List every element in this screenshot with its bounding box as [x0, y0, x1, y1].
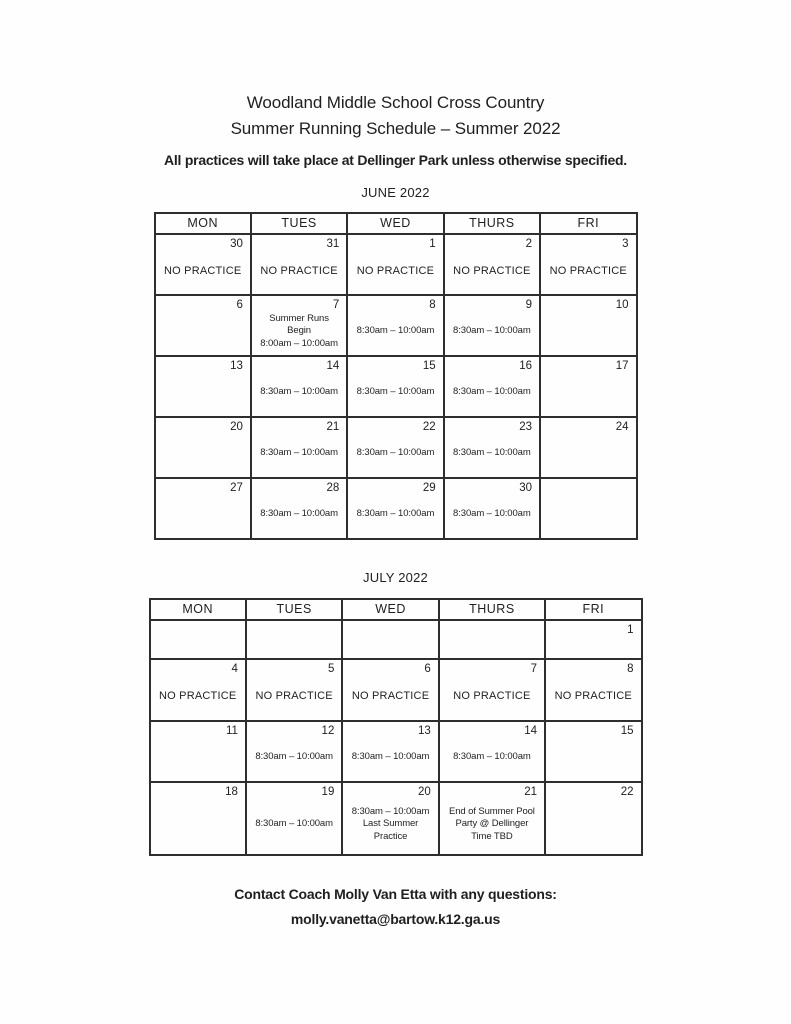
cell-text: 8:00am – 10:00am	[260, 337, 338, 349]
cell-date	[350, 623, 430, 637]
calendar-cell	[444, 356, 540, 417]
cell-date: 17	[615, 360, 629, 372]
calendar-day-header: MON	[155, 213, 251, 234]
calendar-cell	[540, 234, 636, 295]
cell-date: 10	[615, 299, 629, 311]
cell-date: 31	[326, 238, 340, 250]
cell-text: 8:30am – 10:00am	[255, 751, 333, 763]
cell-date: 21	[326, 421, 340, 433]
calendar-cell	[545, 782, 641, 855]
cell-date: 27	[230, 482, 243, 494]
calendar-week-row	[155, 295, 637, 356]
cell-lines	[553, 738, 633, 777]
calendar-cell	[540, 356, 636, 417]
cell-text: NO PRACTICE	[164, 264, 242, 277]
calendar-day-header: WED	[342, 599, 438, 620]
july-calendar-title: JULY 2022	[363, 570, 428, 585]
cell-lines	[350, 676, 430, 716]
calendar-cell	[150, 721, 246, 782]
cell-date: 22	[620, 786, 634, 798]
calendar-week-row	[155, 356, 637, 417]
calendar-day-header: THURS	[444, 213, 540, 234]
calendar-cell	[150, 659, 246, 721]
calendar-cell	[439, 659, 545, 721]
cell-lines	[452, 251, 532, 290]
june-calendar-title: JUNE 2022	[361, 185, 430, 200]
calendar-cell	[251, 478, 347, 539]
cell-lines	[163, 251, 243, 290]
calendar-cell	[342, 620, 438, 659]
cell-date: 1	[627, 624, 634, 636]
cell-date	[548, 481, 628, 495]
cell-text: NO PRACTICE	[554, 690, 632, 702]
cell-date: 29	[422, 482, 436, 494]
calendar-cell	[540, 478, 636, 539]
cell-lines	[447, 799, 537, 850]
cell-lines	[447, 637, 537, 654]
cell-text: Time TBD	[471, 830, 513, 842]
cell-text: 8:30am – 10:00am	[255, 818, 333, 830]
cell-lines	[355, 373, 435, 412]
cell-date: 20	[230, 421, 243, 433]
cell-date: 7	[332, 299, 340, 311]
calendar-cell	[246, 620, 342, 659]
cell-lines	[355, 312, 435, 351]
cell-lines	[158, 799, 238, 850]
calendar-cell	[540, 295, 636, 356]
cell-lines	[548, 312, 628, 351]
cell-text: 8:30am – 10:00am	[260, 508, 338, 520]
cell-date: 6	[236, 299, 243, 311]
calendar-cell	[150, 620, 246, 659]
calendar-day-header: WED	[347, 213, 443, 234]
cell-text: 8:30am – 10:00am	[351, 751, 430, 763]
cell-date	[254, 623, 334, 637]
calendar-cell	[155, 295, 251, 356]
cell-lines	[355, 434, 435, 473]
calendar-cell	[347, 234, 443, 295]
cell-lines	[447, 738, 537, 777]
cell-date: 30	[519, 482, 533, 494]
calendar-cell	[439, 620, 545, 659]
cell-text: Last Summer	[362, 818, 419, 830]
cell-text: 8:30am – 10:00am	[453, 447, 531, 459]
cell-text: End of Summer Pool	[448, 805, 535, 817]
cell-text: Party @ Dellinger	[455, 818, 529, 830]
cell-date: 8	[627, 663, 634, 675]
calendar-cell	[347, 295, 443, 356]
cell-lines	[259, 373, 339, 412]
cell-date: 30	[230, 238, 243, 250]
cell-text: 8:30am – 10:00am	[356, 325, 435, 337]
calendar-cell	[246, 659, 342, 721]
cell-date: 6	[424, 663, 431, 675]
calendar-cell	[342, 721, 438, 782]
cell-text: NO PRACTICE	[453, 264, 531, 277]
calendar-cell	[444, 417, 540, 478]
calendar-day-header: TUES	[251, 213, 347, 234]
calendar-cell	[342, 659, 438, 721]
cell-text: NO PRACTICE	[453, 690, 531, 702]
cell-date: 20	[417, 786, 431, 798]
doc-title	[0, 90, 791, 142]
cell-date: 13	[417, 725, 431, 737]
calendar-week-row	[150, 620, 642, 659]
cell-lines	[452, 312, 532, 351]
calendar-cell	[444, 478, 540, 539]
contact-info	[0, 882, 791, 932]
calendar-week-row	[155, 234, 637, 295]
cell-lines	[548, 495, 628, 534]
cell-lines	[350, 637, 430, 654]
cell-lines	[447, 676, 537, 716]
cell-lines	[163, 373, 243, 412]
cell-text: NO PRACTICE	[159, 690, 237, 702]
cell-text: NO PRACTICE	[260, 264, 338, 277]
cell-lines	[254, 799, 334, 850]
cell-lines	[452, 434, 532, 473]
calendar-week-row	[150, 782, 642, 855]
calendar-cell	[251, 234, 347, 295]
cell-date: 7	[530, 663, 538, 675]
cell-lines	[163, 495, 243, 534]
calendar-cell	[545, 620, 641, 659]
calendar-cell	[246, 782, 342, 855]
cell-lines	[254, 676, 334, 716]
cell-date: 3	[622, 238, 629, 250]
cell-lines	[350, 799, 430, 850]
cell-text: 8:30am – 10:00am	[356, 508, 435, 520]
cell-date: 2	[525, 238, 533, 250]
cell-date: 4	[231, 663, 238, 675]
cell-date: 5	[327, 663, 335, 675]
calendar-week-row	[150, 659, 642, 721]
contact-line: Contact Coach Molly Van Etta with any questions:	[234, 886, 557, 902]
calendar-cell	[444, 295, 540, 356]
calendar-cell	[347, 417, 443, 478]
cell-lines	[553, 676, 633, 716]
cell-date: 15	[422, 360, 436, 372]
doc-title-line1: Woodland Middle School Cross Country	[246, 93, 545, 112]
cell-text: 8:30am – 10:00am	[356, 386, 435, 398]
contact-email: molly.vanetta@bartow.k12.ga.us	[290, 911, 501, 927]
cell-date	[447, 623, 537, 637]
calendar-cell	[246, 721, 342, 782]
cell-date: 14	[524, 725, 538, 737]
cell-lines	[163, 434, 243, 473]
calendar-cell	[251, 295, 347, 356]
cell-lines	[158, 637, 238, 654]
calendar-cell	[251, 356, 347, 417]
cell-lines	[553, 637, 633, 654]
cell-date: 9	[525, 299, 533, 311]
cell-lines	[259, 312, 339, 351]
cell-lines	[158, 676, 238, 716]
cell-text: NO PRACTICE	[351, 690, 430, 702]
cell-text: Practice	[373, 830, 408, 842]
cell-date: 1	[429, 238, 436, 250]
cell-lines	[259, 251, 339, 290]
cell-text: NO PRACTICE	[549, 264, 627, 277]
cell-date: 21	[524, 786, 538, 798]
cell-lines	[452, 495, 532, 534]
cell-lines	[158, 738, 238, 777]
calendar-cell	[545, 721, 641, 782]
cell-lines	[350, 738, 430, 777]
cell-text: NO PRACTICE	[255, 690, 333, 702]
calendar-cell	[439, 782, 545, 855]
cell-date: 24	[615, 421, 629, 433]
cell-lines	[553, 799, 633, 850]
cell-date: 28	[326, 482, 340, 494]
cell-date: 11	[225, 725, 238, 737]
calendar-day-header: FRI	[545, 599, 641, 620]
doc-title-line2: Summer Running Schedule – Summer 2022	[230, 119, 561, 138]
calendar-day-header: FRI	[540, 213, 636, 234]
cell-lines	[259, 434, 339, 473]
calendar-cell	[155, 356, 251, 417]
calendar-cell	[347, 356, 443, 417]
calendar-week-row	[155, 478, 637, 539]
cell-text: 8:30am – 10:00am	[351, 805, 430, 817]
calendar-header-row	[150, 599, 642, 620]
cell-lines	[163, 312, 243, 351]
cell-date: 8	[429, 299, 436, 311]
cell-date: 15	[620, 725, 634, 737]
cell-lines	[355, 495, 435, 534]
calendar-cell	[439, 721, 545, 782]
cell-text: NO PRACTICE	[356, 264, 435, 277]
calendar-header-row	[155, 213, 637, 234]
cell-date: 22	[422, 421, 436, 433]
calendar-cell	[155, 234, 251, 295]
cell-lines	[259, 495, 339, 534]
calendar-week-row	[155, 417, 637, 478]
calendar-cell	[540, 417, 636, 478]
june-calendar-table	[154, 212, 638, 540]
cell-date: 23	[519, 421, 533, 433]
cell-date: 19	[321, 786, 335, 798]
calendar-day-header: THURS	[439, 599, 545, 620]
cell-lines	[452, 373, 532, 412]
calendar-cell	[347, 478, 443, 539]
cell-text: Summer Runs Begin	[269, 312, 329, 337]
cell-text: 8:30am – 10:00am	[453, 386, 531, 398]
calendar-day-header: MON	[150, 599, 246, 620]
calendar-cell	[155, 478, 251, 539]
cell-date: 16	[519, 360, 533, 372]
cell-date: 14	[326, 360, 340, 372]
calendar-cell	[150, 782, 246, 855]
cell-date: 13	[230, 360, 243, 372]
practice-notice: All practices will take place at Dellinger Park unless otherwise specified.	[164, 152, 627, 168]
cell-lines	[254, 738, 334, 777]
calendar-cell	[155, 417, 251, 478]
cell-text: 8:30am – 10:00am	[356, 447, 435, 459]
cell-lines	[548, 373, 628, 412]
calendar-cell	[342, 782, 438, 855]
cell-text: 8:30am – 10:00am	[453, 751, 531, 763]
calendar-day-header: TUES	[246, 599, 342, 620]
calendar-week-row	[150, 721, 642, 782]
cell-lines	[548, 434, 628, 473]
cell-text: 8:30am – 10:00am	[260, 386, 338, 398]
cell-lines	[548, 251, 628, 290]
cell-lines	[254, 637, 334, 654]
cell-text: 8:30am – 10:00am	[453, 508, 531, 520]
calendar-cell	[251, 417, 347, 478]
cell-date: 12	[321, 725, 335, 737]
calendar-cell	[545, 659, 641, 721]
calendar-cell	[444, 234, 540, 295]
cell-text: 8:30am – 10:00am	[260, 447, 338, 459]
july-calendar-table	[149, 598, 643, 856]
cell-date	[158, 623, 238, 637]
cell-lines	[355, 251, 435, 290]
cell-date: 18	[225, 786, 238, 798]
cell-text: 8:30am – 10:00am	[453, 325, 531, 337]
